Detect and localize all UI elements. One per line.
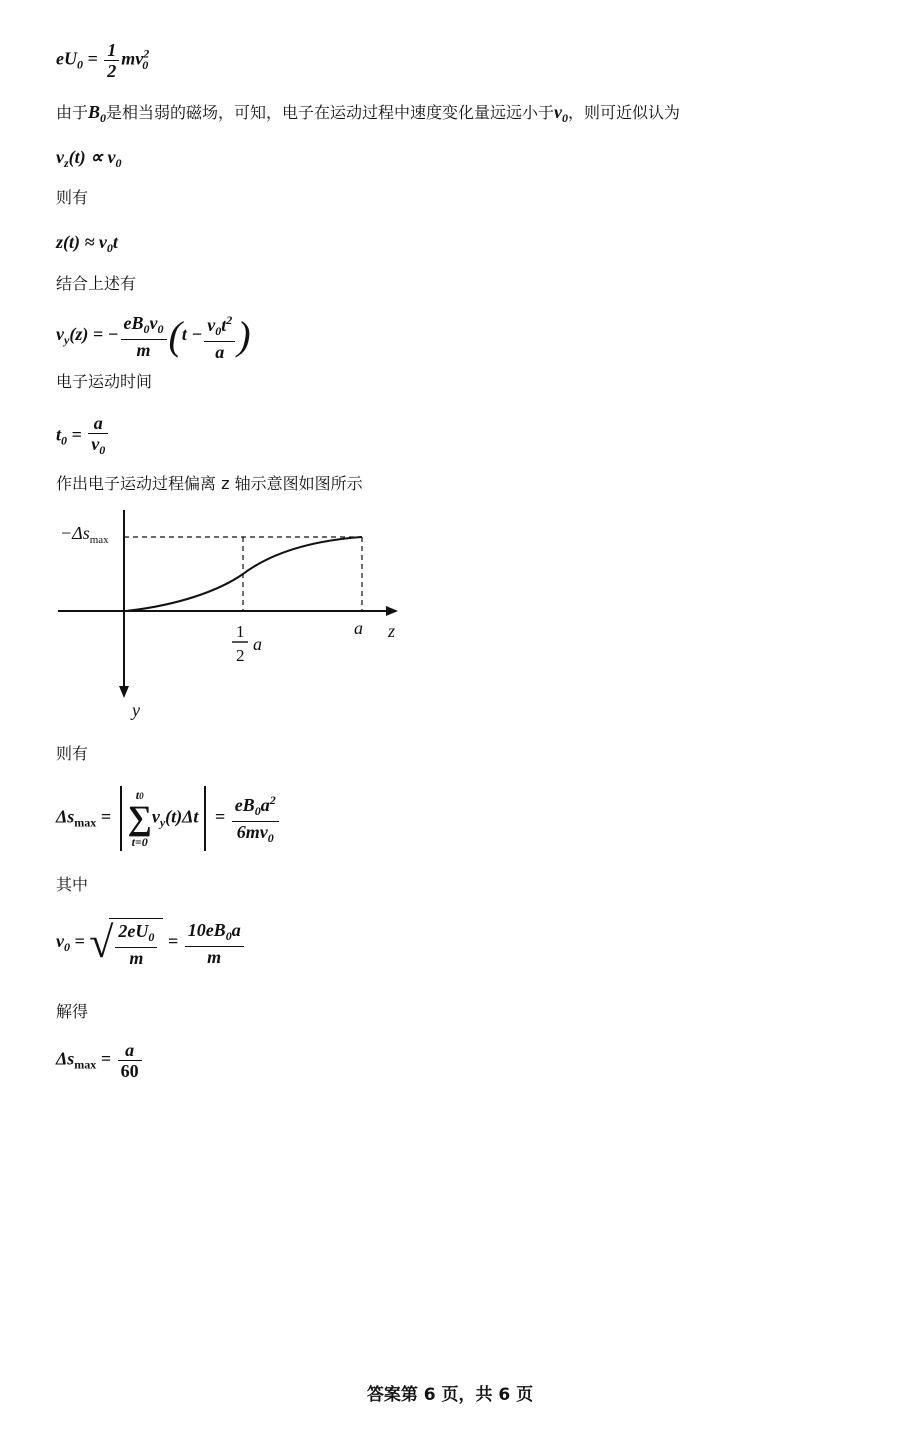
sum-lower-limit: t=0 <box>131 835 148 849</box>
eq-ds-lhs: Δs <box>56 806 75 827</box>
fraction-eb0a2-6mv0 <box>232 790 279 848</box>
eq-t0-lhs: t <box>56 424 62 445</box>
fraction-a-60 <box>118 1040 142 1081</box>
y-axis-arrow <box>119 686 129 698</box>
eq-vy-num2-t: t <box>221 315 227 335</box>
weak-field-pre: 由于 <box>56 103 89 122</box>
label-half-num: 1 <box>236 622 245 641</box>
eq-energy-rhs-sub: 0 <box>142 57 149 72</box>
eq-energy-equals: = <box>83 48 103 69</box>
sum-body-sub: y <box>159 815 166 830</box>
fraction-v0t2-num <box>204 310 235 342</box>
fraction-a-60-den: 60 <box>120 1061 139 1081</box>
weak-field-b: B <box>88 102 101 122</box>
eq-vz-v: v <box>56 147 64 167</box>
eq-vz-mid: (t) ∝ v <box>68 147 116 167</box>
fraction-half <box>104 40 119 81</box>
eq-result-lhs-sub: max <box>74 1057 97 1072</box>
fraction-eb0v0-m <box>121 313 167 360</box>
eq-vz-sub2: 0 <box>115 156 122 170</box>
fraction-v0t2-a <box>204 310 235 362</box>
eq-v0-equals: = <box>70 931 90 952</box>
eq-vy-num-sub: 0 <box>143 321 150 336</box>
label-delta-s-max: $-\Delta s_{max}$ <box>60 523 109 546</box>
label-a: a <box>354 618 363 638</box>
eq-t0-den-v: v <box>91 434 100 454</box>
sum-top-sub: 0 <box>139 791 144 801</box>
weak-field-tail: ，则可近似认为 <box>568 103 681 122</box>
fraction-a-v0-num: a <box>88 413 108 434</box>
eq-v0-equals-2: = <box>163 931 183 952</box>
eq-z-text: z(t) ≈ v <box>56 232 107 252</box>
fraction-6mv0-den <box>232 822 279 848</box>
equation-vy <box>56 310 251 362</box>
equation-vz <box>56 145 122 175</box>
fraction-eb0v0-den: m <box>136 339 151 360</box>
eq-v0-num: 10eB <box>187 919 226 940</box>
fraction-2eu0-den: m <box>129 948 144 968</box>
equation-result <box>56 1040 144 1081</box>
text-then-2: 则有 <box>56 744 89 763</box>
fraction-10eb0a-m <box>185 920 244 967</box>
eq-vy-lhs-sub: y <box>64 333 70 348</box>
eq-vy-num-eb: eB <box>123 312 144 333</box>
sum-body-tail: (t)Δt <box>165 806 199 827</box>
eq-ds-lhs-sub: max <box>74 815 97 830</box>
eq-energy-rhs: mv <box>121 48 144 69</box>
label-half-den: 2 <box>236 646 245 665</box>
eq-vy-num2-v: v <box>207 315 216 335</box>
fraction-v0t2-den: a <box>215 342 225 362</box>
eq-v0-num-tail: a <box>231 919 241 940</box>
fraction-2eu0-num <box>115 921 157 948</box>
eq-t0-equals: = <box>67 424 87 445</box>
eq-z-tail: t <box>112 232 118 252</box>
fraction-eb0v0-num <box>121 313 167 340</box>
eq-ds-den-sub: 0 <box>267 830 274 845</box>
equation-z <box>56 230 118 260</box>
fraction-2eu0-m <box>115 921 157 968</box>
eq-ds-equals-2: = <box>210 806 230 827</box>
fraction-a-v0-den <box>88 434 108 460</box>
eq-t0-lhs-sub: 0 <box>61 433 68 448</box>
fraction-half-num: 1 <box>104 40 119 61</box>
equation-v0 <box>56 918 246 968</box>
eq-ds-equals: = <box>96 806 116 827</box>
text-combine: 结合上述有 <box>56 274 137 293</box>
eq-ds-den: 6mv <box>236 821 268 842</box>
sum-sigma: ∑ <box>127 800 152 837</box>
eq-v0-lhs: v <box>56 931 64 952</box>
eq-result-lhs: Δs <box>56 1048 75 1069</box>
square-root <box>89 918 163 968</box>
eq-vz-sub1: z <box>64 156 69 170</box>
eq-energy-lhs: eU <box>56 48 77 69</box>
eq-ds-num-sup: 2 <box>269 792 276 807</box>
page-footer: 答案第 6 页，共 6 页 <box>366 1385 534 1405</box>
eq-v0-num-sub: 0 <box>225 928 232 943</box>
eq-ds-num-a: a <box>260 794 270 815</box>
label-y: y <box>132 700 140 720</box>
fraction-eb0a2-num <box>232 790 279 822</box>
weak-field-v-sub: 0 <box>562 111 569 125</box>
sum-body-v: v <box>151 806 160 827</box>
eq-v0-lhs-sub: 0 <box>64 940 70 955</box>
eq-vy-lhs: v <box>56 324 64 345</box>
eq-z-sub: 0 <box>106 241 113 255</box>
radical-sign: √ <box>89 918 114 967</box>
summation <box>128 788 152 849</box>
deviation-diagram <box>50 510 410 725</box>
eq-result-equals: = <box>96 1048 116 1069</box>
z-axis-arrow <box>386 606 398 616</box>
label-half-a: a <box>253 634 262 654</box>
weak-field-v: v <box>554 102 563 122</box>
fraction-10eb0a-num <box>185 920 244 947</box>
eq-vy-num2-sub: 0 <box>215 324 222 338</box>
eq-vy-num-sub2: 0 <box>157 321 164 336</box>
radicand <box>109 918 163 968</box>
eq-v0-rad-num: 2eU <box>118 921 149 941</box>
sum-top-t: t <box>135 788 140 802</box>
eq-v0-rad-num-sub: 0 <box>148 930 155 944</box>
eq-t0-den-sub: 0 <box>99 443 106 457</box>
weak-field-post: 是相当弱的磁场，可知，电子在运动过程中速度变化量远远小于 <box>106 103 555 122</box>
text-then: 则有 <box>56 188 89 207</box>
eq-ds-num-sub: 0 <box>254 803 261 818</box>
text-weak-field <box>56 100 680 130</box>
equation-delta-s <box>56 786 281 851</box>
fraction-half-den: 2 <box>107 61 117 81</box>
eq-energy-rhs-sup: 2 <box>143 46 150 61</box>
equation-energy <box>56 40 148 81</box>
eq-vy-lhs-tail: (z) = − <box>69 324 119 345</box>
eq-vy-t: t − <box>181 324 203 345</box>
eq-vy-num2-sup: 2 <box>226 313 233 327</box>
fraction-10eb0a-den: m <box>207 946 222 967</box>
fraction-a-v0 <box>88 413 108 460</box>
fraction-a-60-num: a <box>118 1040 142 1061</box>
equation-t0 <box>56 413 110 460</box>
text-solve: 解得 <box>56 1002 89 1021</box>
deviation-curve <box>126 537 362 611</box>
text-motion-time: 电子运动时间 <box>56 372 153 391</box>
text-diagram-intro: 作出电子运动过程偏离 z 轴示意图如图所示 <box>56 474 363 493</box>
right-paren: ) <box>237 313 251 358</box>
absolute-value <box>120 786 207 851</box>
eq-ds-num-eb: eB <box>234 794 255 815</box>
left-paren: ( <box>168 313 182 358</box>
label-z: z <box>388 621 396 641</box>
weak-field-b-sub: 0 <box>100 111 107 125</box>
eq-energy-lhs-sub: 0 <box>77 57 83 72</box>
text-where: 其中 <box>56 875 89 894</box>
eq-vy-num-v: v <box>149 312 158 333</box>
